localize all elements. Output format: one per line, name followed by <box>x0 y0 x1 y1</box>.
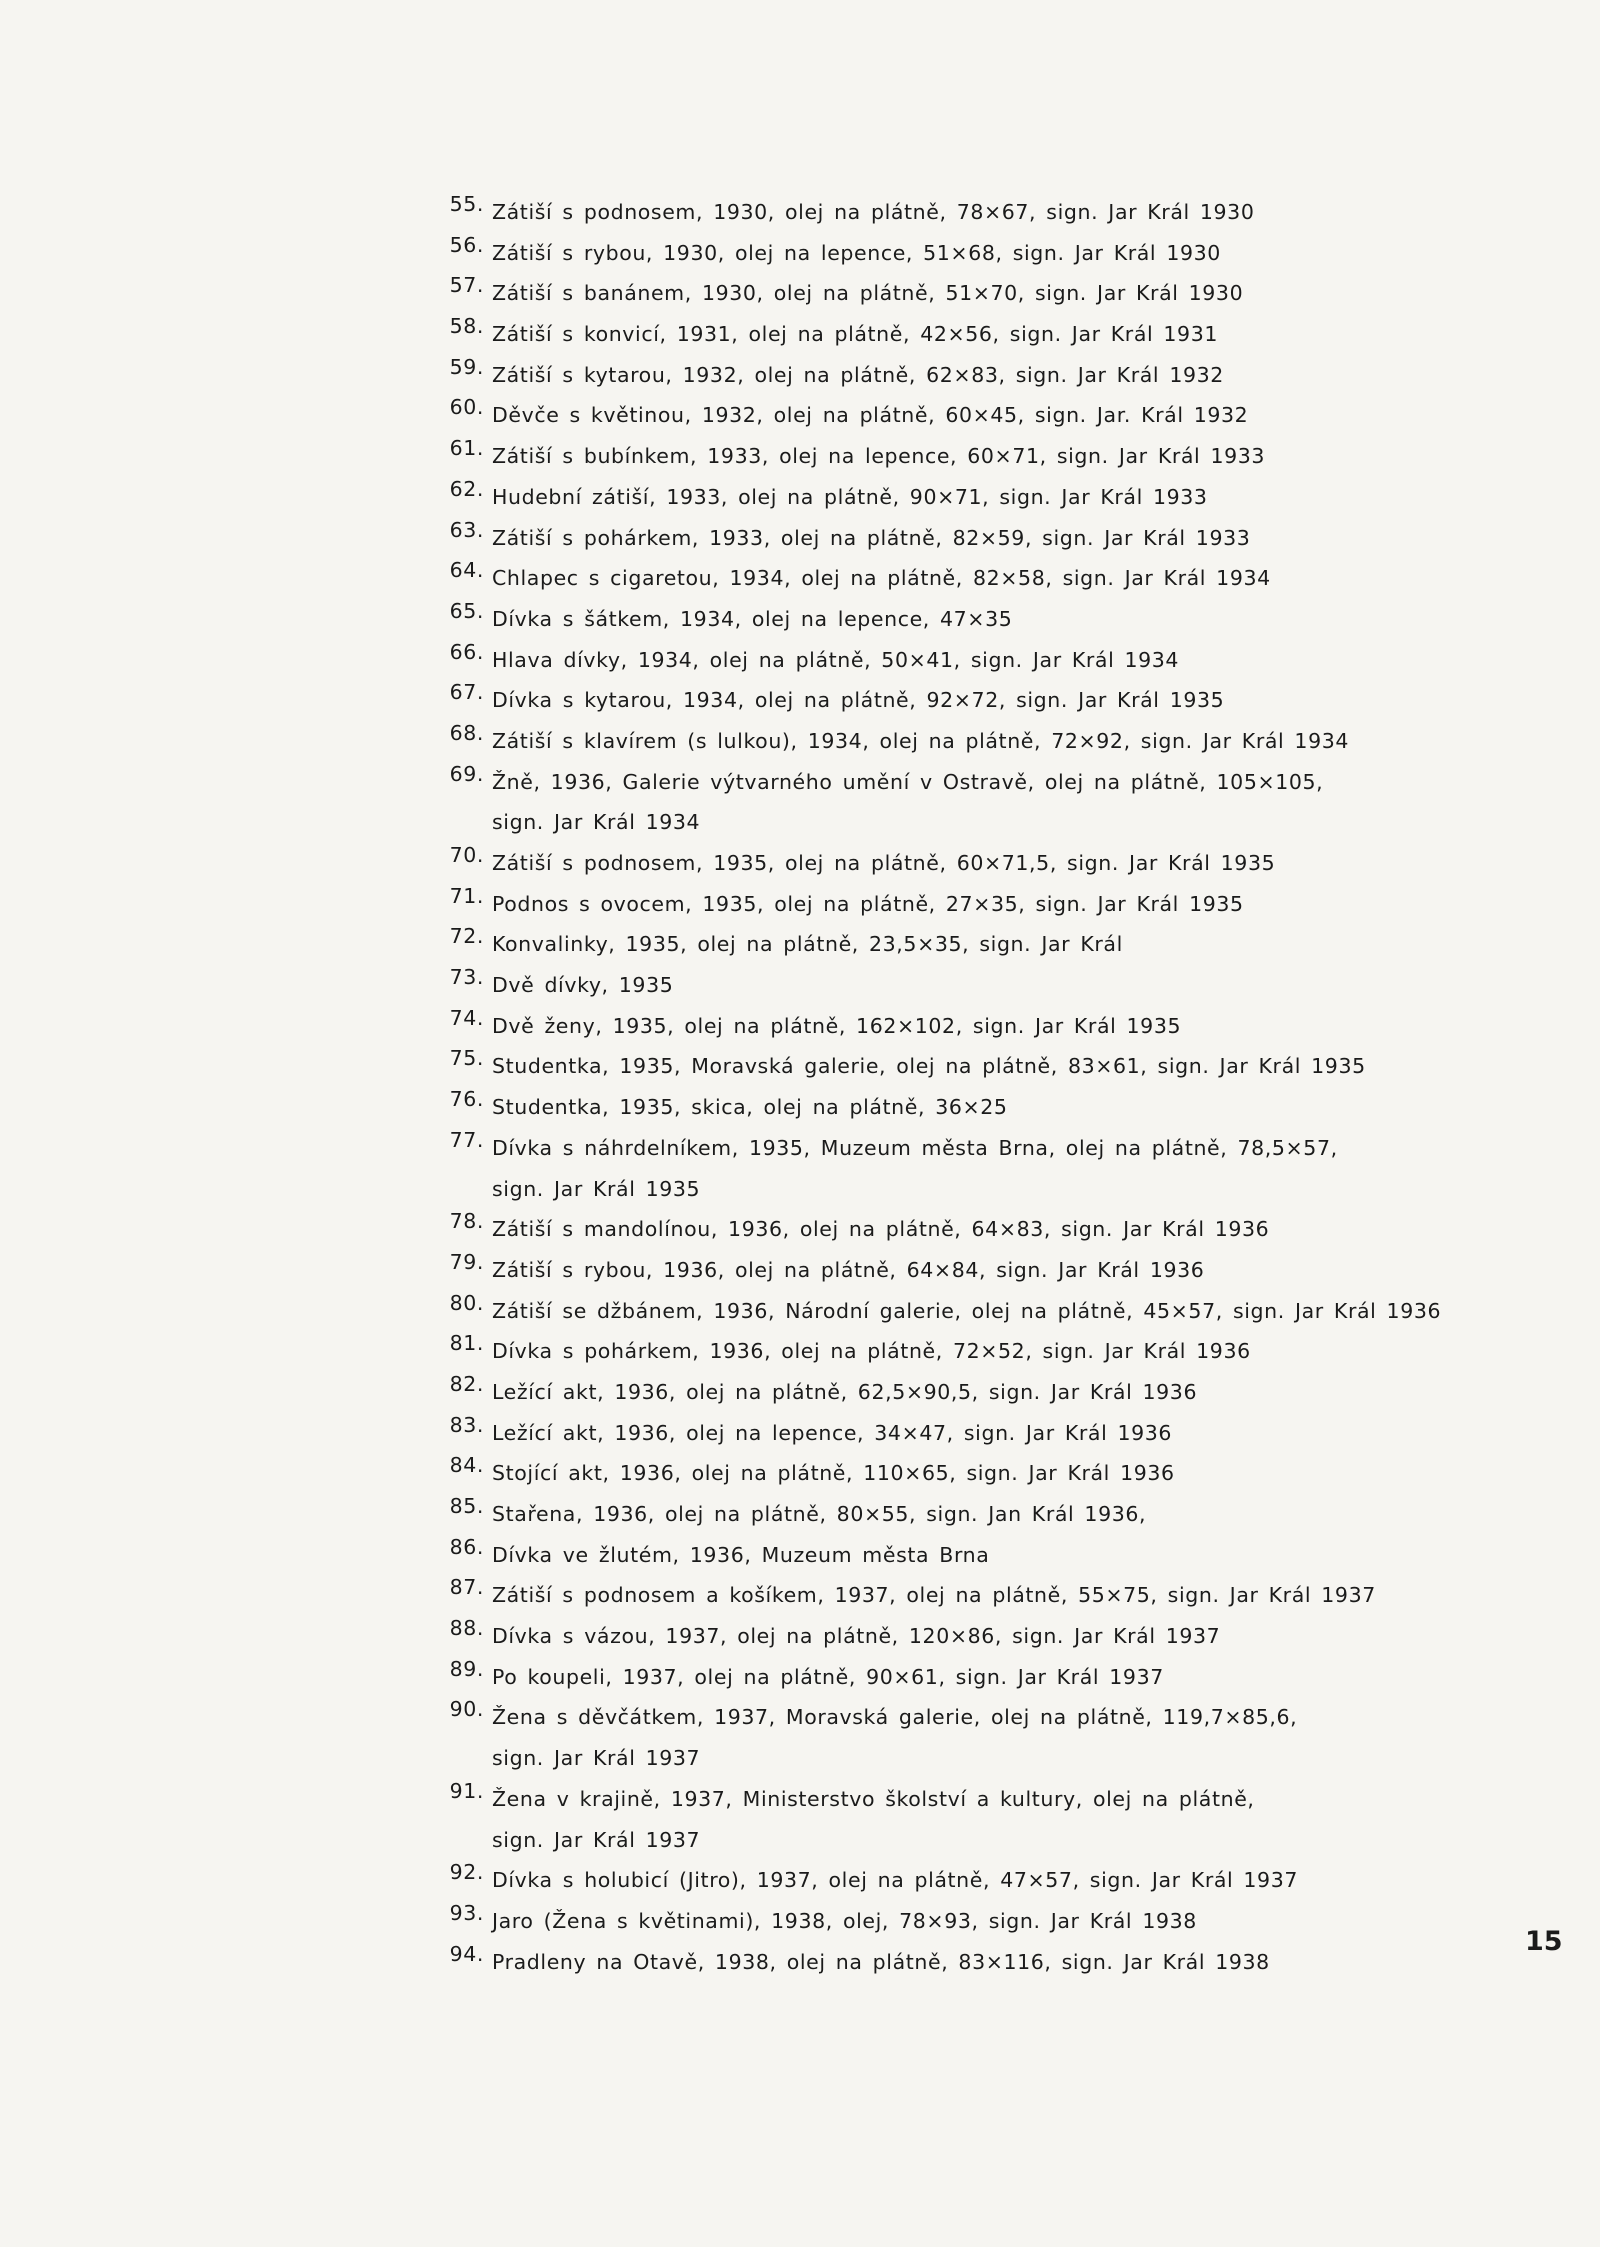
entry-description <box>492 1209 1436 1250</box>
entry-number: 67. <box>449 680 484 705</box>
entry-text-line: Jaro (Žena s květinami), 1938, olej, 78×93, sign. Jar Král 1938 <box>492 1908 1197 1933</box>
entry-description <box>492 436 1436 477</box>
catalogue-entry <box>436 640 1436 681</box>
catalogue-entry <box>436 924 1436 965</box>
entry-number: 87. <box>449 1575 484 1600</box>
catalogue-entry <box>436 192 1436 233</box>
entry-text-line: Zátiší s podnosem a košíkem, 1937, olej na plátně, 55×75, sign. Jar Král 1937 <box>492 1583 1376 1608</box>
entry-description <box>492 1535 1436 1576</box>
entry-number: 72. <box>449 924 484 949</box>
entry-description <box>492 640 1436 681</box>
entry-text-line: Po koupeli, 1937, olej na plátně, 90×61, sign. Jar Král 1937 <box>492 1664 1164 1689</box>
catalogue-entry <box>436 1250 1436 1291</box>
entry-description <box>492 924 1436 965</box>
catalogue-entry <box>436 518 1436 559</box>
entry-number: 74. <box>449 1005 484 1030</box>
entry-number: 56. <box>449 232 484 257</box>
entry-description <box>492 1006 1436 1047</box>
entry-description <box>492 1453 1436 1494</box>
entry-description <box>492 1413 1436 1454</box>
catalogue-entry <box>436 477 1436 518</box>
entry-text-line: Dívka s holubicí (Jitro), 1937, olej na plátně, 47×57, sign. Jar Král 1937 <box>492 1868 1298 1893</box>
entry-text-line: sign. Jar Král 1937 <box>492 1827 701 1852</box>
entry-number: 83. <box>449 1412 484 1437</box>
catalogue-entry <box>436 1535 1436 1576</box>
entry-text-line: Děvče s květinou, 1932, olej na plátně, 60×45, sign. Jar. Král 1932 <box>492 403 1249 428</box>
catalogue-entry <box>436 762 1436 843</box>
entry-number: 92. <box>449 1860 484 1885</box>
catalogue-entry <box>436 1575 1436 1616</box>
catalogue-entry <box>436 1209 1436 1250</box>
entry-description <box>492 1128 1436 1209</box>
entry-description <box>492 1291 1441 1332</box>
entry-text-line: Chlapec s cigaretou, 1934, olej na plátně, 82×58, sign. Jar Král 1934 <box>492 566 1271 591</box>
entry-text-line: Zátiší s mandolínou, 1936, olej na plátně, 64×83, sign. Jar Král 1936 <box>492 1217 1270 1242</box>
entry-text-line: Dívka s kytarou, 1934, olej na plátně, 92×72, sign. Jar Král 1935 <box>492 688 1225 713</box>
entry-description <box>492 680 1436 721</box>
entry-number: 80. <box>449 1290 484 1315</box>
entry-number: 73. <box>449 965 484 990</box>
entry-number: 68. <box>449 720 484 745</box>
catalogue-entry <box>436 558 1436 599</box>
entry-number: 91. <box>449 1778 484 1803</box>
entry-description <box>492 1331 1436 1372</box>
entry-number: 55. <box>449 192 484 216</box>
entry-description <box>492 477 1436 518</box>
entry-text-line: Žně, 1936, Galerie výtvarného umění v Ostravě, olej na plátně, 105×105, <box>492 769 1324 794</box>
entry-description <box>492 1779 1436 1860</box>
entry-number: 71. <box>449 883 484 908</box>
entry-number: 90. <box>449 1697 484 1722</box>
entry-number: 88. <box>449 1616 484 1641</box>
entry-number: 63. <box>449 517 484 542</box>
catalogue-entry <box>436 965 1436 1006</box>
entry-number: 59. <box>449 354 484 379</box>
entry-text-line: Zátiší s rybou, 1930, olej na lepence, 51×68, sign. Jar Král 1930 <box>492 240 1221 265</box>
entry-number: 82. <box>449 1371 484 1396</box>
catalogue-entry <box>436 1901 1436 1942</box>
entry-text-line: Podnos s ovocem, 1935, olej na plátně, 27×35, sign. Jar Král 1935 <box>492 891 1244 916</box>
entry-description <box>492 355 1436 396</box>
entry-description <box>492 233 1436 274</box>
entry-description <box>492 1046 1436 1087</box>
catalogue-entry <box>436 1697 1436 1778</box>
entry-description <box>492 1616 1436 1657</box>
entry-description <box>492 884 1436 925</box>
entry-text-line: Zátiší s podnosem, 1930, olej na plátně, 78×67, sign. Jar Král 1930 <box>492 200 1255 224</box>
catalogue-entry <box>436 314 1436 355</box>
entry-number: 57. <box>449 273 484 298</box>
entry-description <box>492 1372 1436 1413</box>
catalogue-entry <box>436 273 1436 314</box>
entry-number: 76. <box>449 1087 484 1112</box>
entry-description <box>492 1250 1436 1291</box>
entry-text-line: Stařena, 1936, olej na plátně, 80×55, sign. Jan Král 1936, <box>492 1502 1147 1526</box>
entry-description <box>492 1697 1436 1778</box>
entry-number: 77. <box>449 1127 484 1152</box>
entry-text-line: Zátiší s kytarou, 1932, olej na plátně, 62×83, sign. Jar Král 1932 <box>492 362 1224 387</box>
catalogue-entry <box>436 1372 1436 1413</box>
entry-text-line: Studentka, 1935, Moravská galerie, olej na plátně, 83×61, sign. Jar Král 1935 <box>492 1054 1366 1079</box>
entry-text-line: sign. Jar Král 1937 <box>492 1746 701 1771</box>
entry-description <box>492 1575 1436 1616</box>
entry-text-line: Dvě dívky, 1935 <box>492 973 674 998</box>
entry-text-line: sign. Jar Král 1935 <box>492 1176 701 1201</box>
catalogue-entry <box>436 1006 1436 1047</box>
artwork-catalogue-list <box>436 192 1442 1982</box>
catalogue-entry <box>436 1290 1442 1332</box>
entry-number: 69. <box>449 761 484 786</box>
entry-description <box>492 1942 1436 1983</box>
entry-text-line: Žena v krajině, 1937, Ministerstvo školství a kultury, olej na plátně, <box>492 1786 1255 1811</box>
entry-description <box>492 1657 1436 1698</box>
entry-number: 75. <box>449 1046 484 1071</box>
entry-description <box>492 192 1436 233</box>
entry-number: 78. <box>449 1209 484 1234</box>
entry-text-line: Konvalinky, 1935, olej na plátně, 23,5×35, sign. Jar Král <box>492 932 1123 957</box>
entry-text-line: Hudební zátiší, 1933, olej na plátně, 90×71, sign. Jar Král 1933 <box>492 484 1208 509</box>
catalogue-entry <box>436 680 1436 721</box>
entry-number: 58. <box>449 314 484 339</box>
entry-text-line: Stojící akt, 1936, olej na plátně, 110×65, sign. Jar Král 1936 <box>492 1461 1175 1486</box>
entry-number: 93. <box>449 1900 484 1925</box>
entry-text-line: Dívka s náhrdelníkem, 1935, Muzeum města Brna, olej na plátně, 78,5×57, <box>492 1135 1338 1160</box>
catalogue-entry <box>436 1657 1436 1698</box>
entry-text-line: Zátiší s pohárkem, 1933, olej na plátně, 82×59, sign. Jar Král 1933 <box>492 525 1251 550</box>
entry-text-line: Zátiší s klavírem (s lulkou), 1934, olej na plátně, 72×92, sign. Jar Král 1934 <box>492 728 1349 753</box>
entry-text-line: Dvě ženy, 1935, olej na plátně, 162×102, sign. Jar Král 1935 <box>492 1013 1182 1038</box>
entry-number: 86. <box>449 1534 484 1559</box>
entry-number: 81. <box>449 1331 484 1356</box>
entry-description <box>492 273 1436 314</box>
entry-text-line: Dívka ve žlutém, 1936, Muzeum města Brna <box>492 1542 990 1567</box>
entry-text-line: Žena s děvčátkem, 1937, Moravská galerie, olej na plátně, 119,7×85,6, <box>492 1705 1298 1730</box>
entry-text-line: Dívka s šátkem, 1934, olej na lepence, 47×35 <box>492 606 1013 631</box>
entry-number: 66. <box>449 639 484 664</box>
catalogue-entry <box>436 884 1436 925</box>
catalogue-entry <box>436 395 1436 436</box>
entry-description <box>492 843 1436 884</box>
entry-number: 70. <box>449 843 484 867</box>
entry-description <box>492 518 1436 559</box>
entry-description <box>492 395 1436 436</box>
entry-text-line: Zátiší s konvicí, 1931, olej na plátně, 42×56, sign. Jar Král 1931 <box>492 322 1218 347</box>
entry-text-line: Zátiší s rybou, 1936, olej na plátně, 64×84, sign. Jar Král 1936 <box>492 1257 1205 1282</box>
entry-text-line: Pradleny na Otavě, 1938, olej na plátně, 83×116, sign. Jar Král 1938 <box>492 1949 1270 1974</box>
entry-number: 89. <box>449 1656 484 1681</box>
entry-text-line: Zátiší s bubínkem, 1933, olej na lepence, 60×71, sign. Jar Král 1933 <box>492 444 1266 469</box>
entry-text-line: Ležící akt, 1936, olej na lepence, 34×47, sign. Jar Král 1936 <box>492 1420 1173 1445</box>
entry-description <box>492 721 1436 762</box>
catalogue-entry <box>436 1413 1436 1454</box>
entry-number: 60. <box>449 395 484 420</box>
catalogue-entry <box>436 843 1436 884</box>
entry-number: 61. <box>449 436 484 461</box>
entry-number: 84. <box>449 1453 484 1478</box>
entry-description <box>492 965 1436 1006</box>
entry-text-line: Dívka s pohárkem, 1936, olej na plátně, 72×52, sign. Jar Král 1936 <box>492 1339 1251 1364</box>
entry-text-line: sign. Jar Král 1934 <box>492 810 701 835</box>
entry-text-line: Studentka, 1935, skica, olej na plátně, 36×25 <box>492 1095 1008 1120</box>
catalogue-entry <box>436 1494 1436 1535</box>
entry-text-line: Zátiší s podnosem, 1935, olej na plátně, 60×71,5, sign. Jar Král 1935 <box>492 851 1276 875</box>
entry-text-line: Zátiší s banánem, 1930, olej na plátně, 51×70, sign. Jar Král 1930 <box>492 281 1244 306</box>
entry-text-line: Dívka s vázou, 1937, olej na plátně, 120×86, sign. Jar Král 1937 <box>492 1624 1221 1649</box>
entry-text-line: Ležící akt, 1936, olej na plátně, 62,5×90,5, sign. Jar Král 1936 <box>492 1379 1198 1404</box>
catalogue-entry <box>436 1128 1436 1209</box>
entry-description <box>492 599 1436 640</box>
entry-number: 85. <box>449 1494 484 1518</box>
entry-description <box>492 314 1436 355</box>
catalogue-entry <box>436 1453 1436 1494</box>
catalogue-entry <box>436 1046 1436 1087</box>
entry-text-line: Hlava dívky, 1934, olej na plátně, 50×41, sign. Jar Král 1934 <box>492 647 1180 672</box>
catalogue-entry <box>436 599 1436 640</box>
catalogue-entry <box>436 233 1436 274</box>
catalogue-entry <box>436 1942 1436 1983</box>
entry-number: 79. <box>449 1249 484 1274</box>
catalogue-entry <box>436 355 1436 396</box>
entry-description <box>492 762 1436 843</box>
entry-description <box>492 1087 1436 1128</box>
page-number: 15 <box>1525 1926 1563 1957</box>
catalogue-entry <box>436 1087 1436 1128</box>
catalogue-entry <box>436 1779 1436 1860</box>
entry-number: 65. <box>449 598 484 623</box>
entry-description <box>492 558 1436 599</box>
catalogue-entry <box>436 1860 1436 1901</box>
catalogue-entry <box>436 1331 1436 1372</box>
entry-number: 64. <box>449 558 484 583</box>
entry-description <box>492 1494 1436 1535</box>
catalogue-entry <box>436 721 1436 762</box>
entry-text-line: Zátiší se džbánem, 1936, Národní galerie, olej na plátně, 45×57, sign. Jar Král 1936 <box>492 1298 1442 1323</box>
catalogue-entry <box>436 436 1436 477</box>
entry-description <box>492 1860 1436 1901</box>
entry-description <box>492 1901 1436 1942</box>
entry-number: 94. <box>449 1941 484 1966</box>
entry-number: 62. <box>449 476 484 501</box>
catalogue-entry <box>436 1616 1436 1657</box>
